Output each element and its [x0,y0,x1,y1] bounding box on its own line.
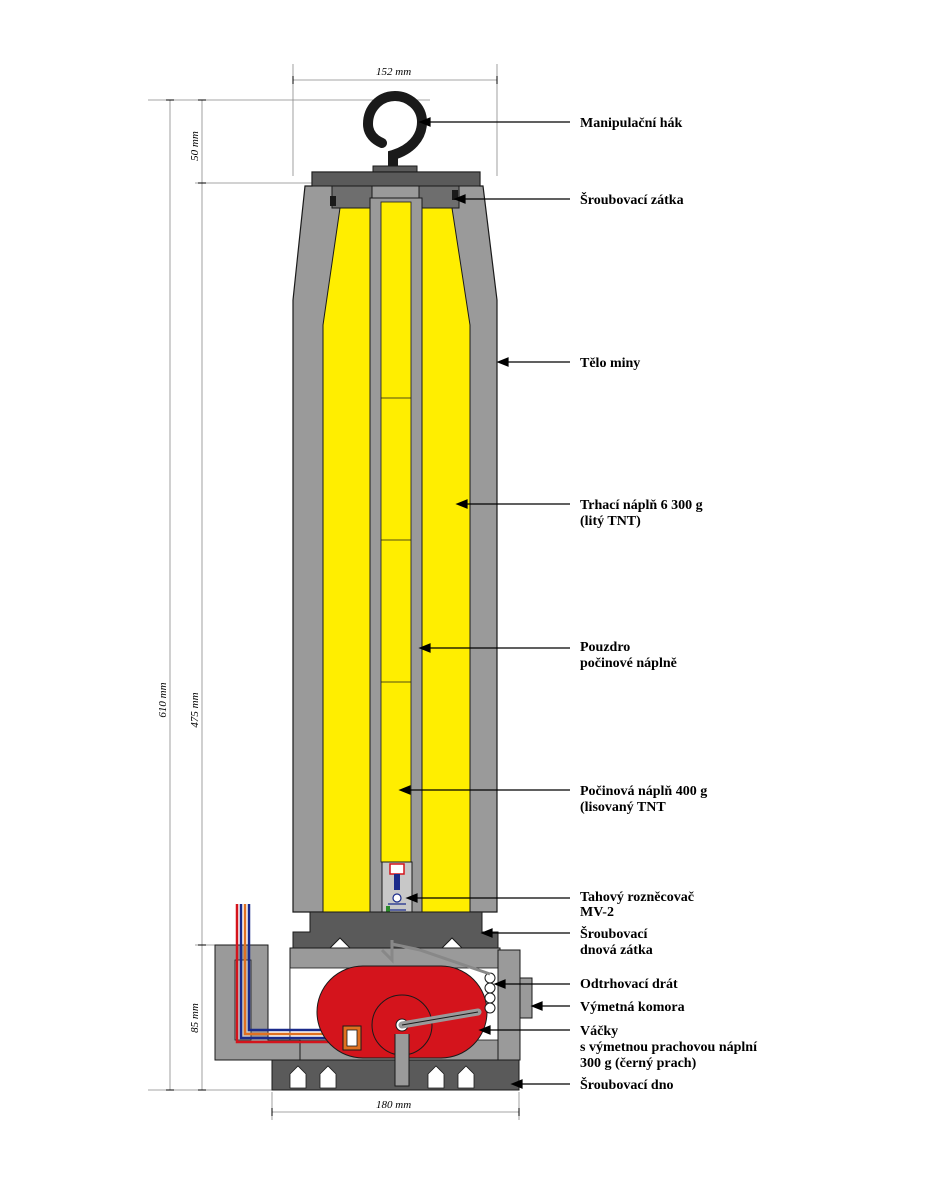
label-ejection-chamber: Výmetná komora [580,1000,685,1015]
central-bolt [395,1034,409,1086]
label-pull-fuze: Tahový rozněcovač MV-2 [580,890,694,920]
label-manipulation-hook: Manipulační hák [580,116,683,131]
label-powder-bags: Váčky s výmetnou prachovou náplní 300 g (černý prach) [580,1024,757,1071]
label-screw-cap: Šroubovací zátka [580,193,684,208]
label-mine-body: Tělo miny [580,356,641,371]
wire-connector-inner [347,1030,357,1046]
bottom-width-dimension: 180 mm [376,1099,412,1111]
booster-charge [381,202,411,862]
total-height-dimension: 610 mm [157,682,169,718]
screw-cap-thread-left [332,186,372,208]
base-height-dimension: 85 mm [189,1003,201,1033]
label-booster-charge: Počinová náplň 400 g (lisovaný TNT [580,784,708,815]
label-tear-wire: Odtrhovací drát [580,977,678,992]
body-height-dimension: 475 mm [189,692,201,728]
label-booster-tube: Pouzdro počinové náplně [580,640,677,671]
label-screw-bottom: Šroubovací dno [580,1078,674,1093]
screw-cap-thread-detail [330,196,336,206]
hook-height-dimension: 50 mm [189,131,201,161]
label-bottom-plug: Šroubovací dnová zátka [580,927,653,958]
manipulation-hook [368,96,422,176]
label-main-charge: Trhací náplň 6 300 g (litý TNT) [580,498,703,529]
screw-cap [312,172,480,186]
side-plate-right [498,950,520,1060]
bottom-screw-plug [293,912,498,948]
top-width-dimension: 152 mm [376,66,412,78]
